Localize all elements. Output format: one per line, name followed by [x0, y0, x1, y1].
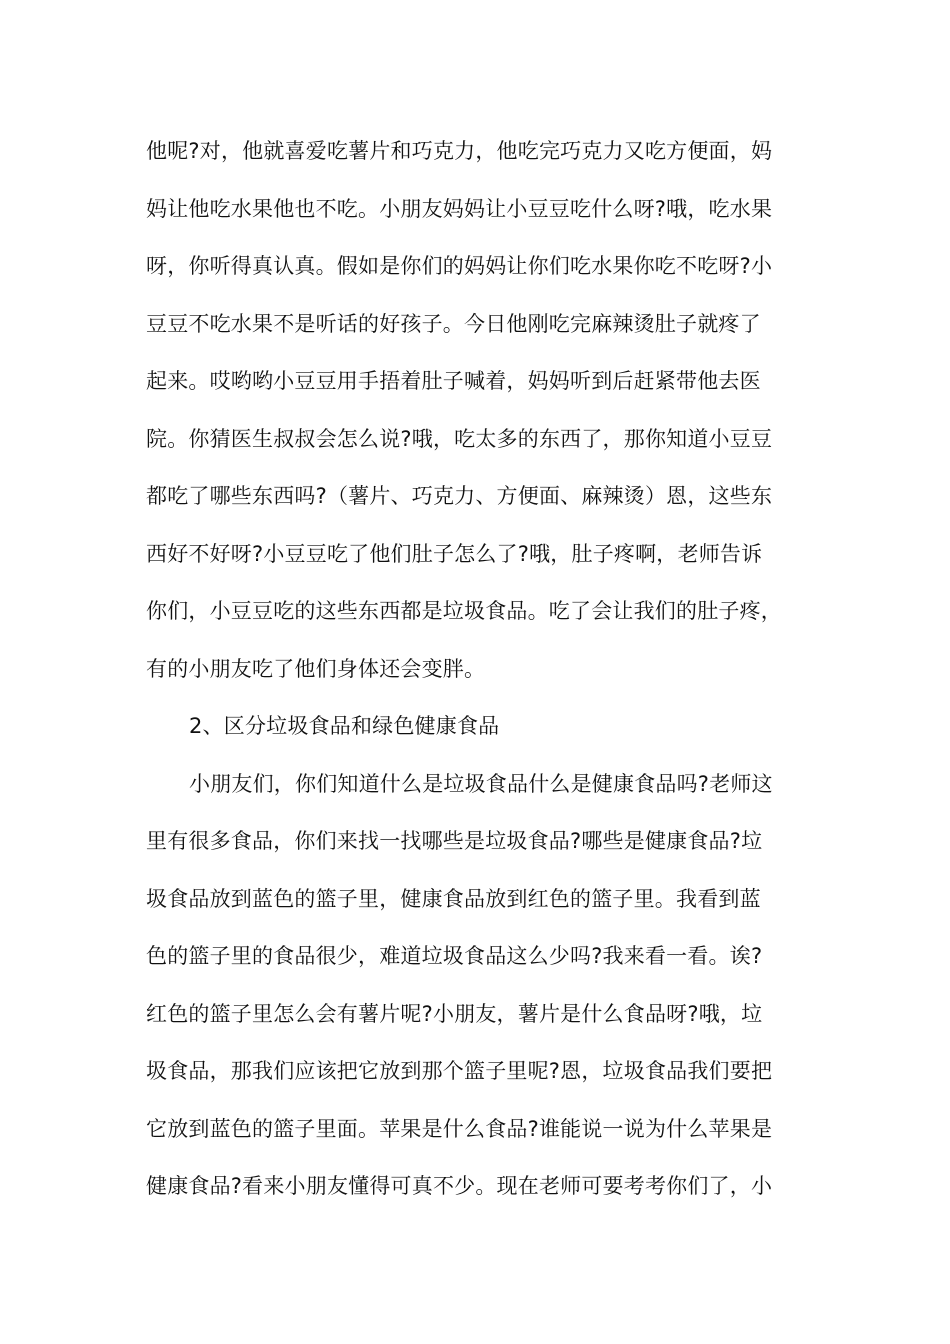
section-heading: 2、区分垃圾食品和绿色健康食品 [189, 714, 500, 738]
text-line: 西好不好呀?小豆豆吃了他们肚子怎么了?哦，肚子疼啊，老师告诉 [146, 542, 763, 566]
text-line: 都吃了哪些东西吗?（薯片、巧克力、方便面、麻辣烫）恩，这些东 [146, 484, 773, 508]
text-line: 他呢?对，他就喜爱吃薯片和巧克力，他吃完巧克力又吃方便面，妈 [146, 139, 773, 163]
text-line: 里有很多食品，你们来找一找哪些是垃圾食品?哪些是健康食品?垃 [146, 829, 763, 853]
text-line: 它放到蓝色的篮子里面。苹果是什么食品?谁能说一说为什么苹果是 [146, 1117, 773, 1141]
text-line: 有的小朋友吃了他们身体还会变胖。 [146, 657, 486, 681]
text-line: 院。你猜医生叔叔会怎么说?哦，吃太多的东西了，那你知道小豆豆 [146, 427, 773, 451]
text-line: 起来。哎哟哟小豆豆用手捂着肚子喊着，妈妈听到后赶紧带他去医 [146, 369, 761, 393]
text-line: 呀，你听得真认真。假如是你们的妈妈让你们吃水果你吃不吃呀?小 [146, 254, 773, 278]
text-line: 圾食品放到蓝色的篮子里，健康食品放到红色的篮子里。我看到蓝 [146, 887, 761, 911]
text-line: 豆豆不吃水果不是听话的好孩子。今日他刚吃完麻辣烫肚子就疼了 [146, 312, 761, 336]
text-line: 色的篮子里的食品很少，难道垃圾食品这么少吗?我来看一看。诶? [146, 944, 763, 968]
text-line: 小朋友们，你们知道什么是垃圾食品什么是健康食品吗?老师这 [189, 772, 773, 796]
text-line: 圾食品，那我们应该把它放到那个篮子里呢?恩，垃圾食品我们要把 [146, 1059, 773, 1083]
text-line: 红色的篮子里怎么会有薯片呢?小朋友，薯片是什么食品呀?哦，垃 [146, 1002, 763, 1026]
text-line: 健康食品?看来小朋友懂得可真不少。现在老师可要考考你们了，小 [146, 1174, 773, 1198]
text-line: 你们，小豆豆吃的这些东西都是垃圾食品。吃了会让我们的肚子疼， [146, 599, 782, 623]
text-line: 妈让他吃水果他也不吃。小朋友妈妈让小豆豆吃什么呀?哦，吃水果 [146, 197, 773, 221]
